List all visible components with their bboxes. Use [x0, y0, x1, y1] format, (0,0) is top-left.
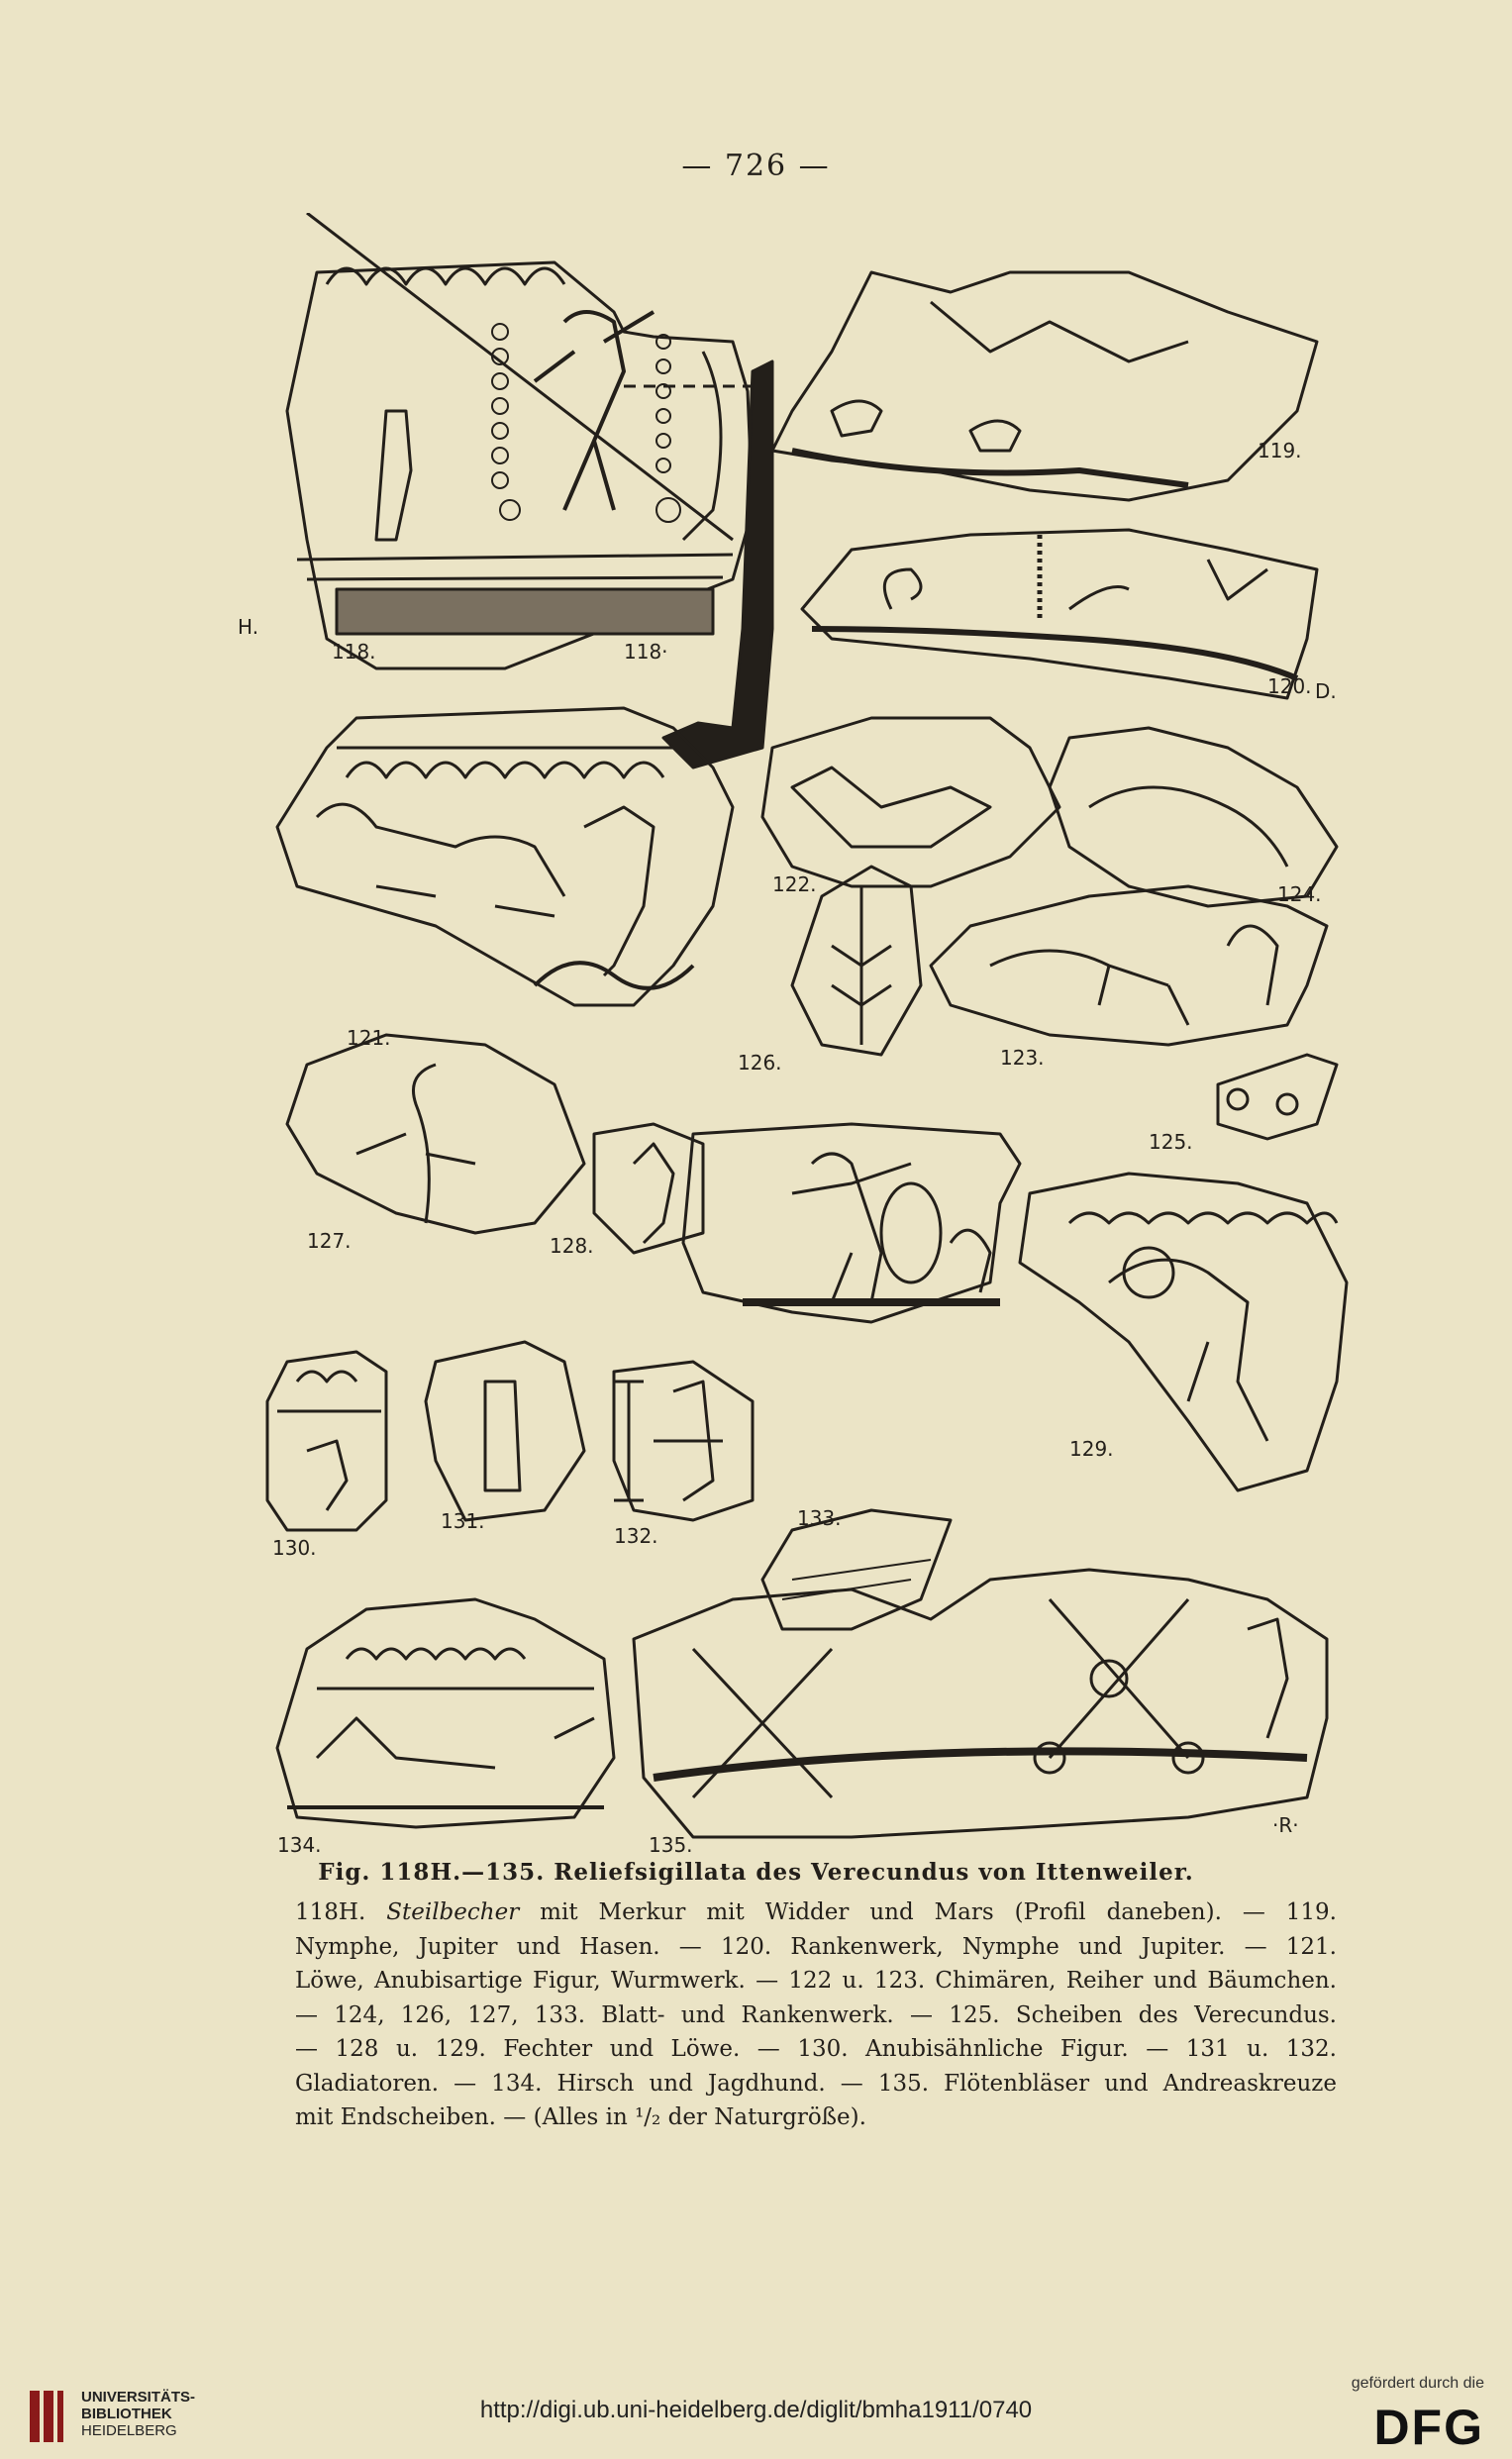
caption-line: 118H. Steilbecher mit Merkur mit Widder und Mars (Profil daneben). — 119. [295, 1899, 1337, 1925]
fragment-127 [287, 1035, 584, 1233]
label-132: 132. [614, 1524, 658, 1548]
artist-signature: ·R· [1272, 1813, 1299, 1837]
label-135: 135. [649, 1833, 693, 1857]
label-120-d: D. [1315, 679, 1337, 703]
digitization-footer [0, 2367, 1512, 2459]
permalink-url[interactable]: http://digi.ub.uni-heidelberg.de/diglit/bmha1911/0740 [479, 2397, 1033, 2423]
page-number: — 726 — [681, 149, 831, 183]
figure-caption-title: Fig. 118H.—135. Reliefsigillata des Verecundus von Ittenweiler. [318, 1859, 1194, 1886]
label-119: 119. [1258, 439, 1302, 462]
label-128: 128. [550, 1234, 594, 1258]
fragment-118-profile [663, 361, 772, 768]
label-134: 134. [277, 1833, 322, 1857]
label-125: 125. [1149, 1130, 1193, 1154]
label-121: 121. [347, 1026, 391, 1050]
label-124: 124. [1277, 882, 1322, 906]
label-130: 130. [272, 1536, 317, 1560]
label-123: 123. [1000, 1046, 1045, 1070]
label-118b: 118· [624, 640, 668, 664]
fragment-123 [931, 886, 1327, 1045]
fragment-121 [277, 708, 733, 1005]
caption-line: mit Endscheiben. — (Alles in ¹/₂ der Naturgröße). [295, 2104, 866, 2130]
dfg-logo: DFG [1373, 2400, 1484, 2455]
fragment-135 [634, 1570, 1327, 1837]
caption-line: Nymphe, Jupiter und Hasen. — 120. Rankenwerk, Nymphe und Jupiter. — 121. [295, 1933, 1337, 1960]
label-131: 131. [441, 1509, 485, 1533]
fragment-122 [762, 718, 1059, 886]
fragment-124 [1050, 728, 1337, 906]
caption-line: Gladiatoren. — 134. Hirsch und Jagdhund. — 135. Flötenbläser und Andreaskreuze [295, 2070, 1337, 2097]
fragment-120 [802, 530, 1317, 698]
fragment-119 [772, 272, 1317, 500]
funded-by-text: gefördert durch die [1351, 2375, 1484, 2392]
fragment-131 [426, 1342, 584, 1520]
label-126: 126. [738, 1051, 782, 1075]
label-118a: 118. [332, 640, 376, 664]
fragment-130 [267, 1352, 386, 1530]
fragment-118 [287, 213, 753, 668]
label-120: 120. [1267, 674, 1312, 698]
sigillata-plate-illustration [238, 213, 1366, 1862]
figure-caption-body [295, 1895, 1337, 2135]
fragment-133 [762, 1510, 951, 1629]
label-127: 127. [307, 1229, 352, 1253]
label-122: 122. [772, 872, 817, 896]
university-library-name: UNIVERSITÄTS- BIBLIOTHEK HEIDELBERG [81, 2389, 196, 2439]
fragment-134 [277, 1599, 614, 1827]
caption-line: — 124, 126, 127, 133. Blatt- und Rankenwerk. — 125. Scheiben des Verecundus. [295, 2001, 1337, 2028]
label-129: 129. [1069, 1437, 1114, 1461]
caption-line: Löwe, Anubisartige Figur, Wurmwerk. — 122 u. 123. Chimären, Reiher und Bäumchen. [295, 1968, 1337, 1994]
fragment-125 [1218, 1055, 1337, 1139]
fragment-132 [614, 1362, 753, 1520]
label-133: 133. [797, 1506, 842, 1530]
fragment-128-129-gladiator [683, 1124, 1020, 1322]
caption-line: — 128 u. 129. Fechter und Löwe. — 130. Anubisähnliche Figur. — 131 u. 132. [295, 2036, 1337, 2062]
label-H: H. [238, 615, 259, 639]
